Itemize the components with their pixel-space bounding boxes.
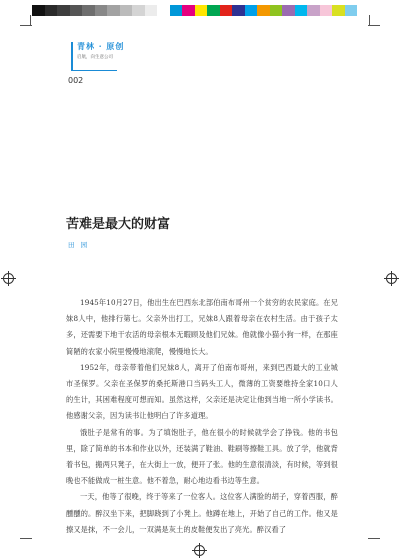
article-body xyxy=(66,295,338,538)
color-swatch xyxy=(70,5,83,16)
color-swatch xyxy=(207,5,220,16)
registration-mark-left xyxy=(3,273,14,284)
color-swatch xyxy=(32,5,45,16)
brand-title: 青林 · 原创 xyxy=(77,41,125,51)
color-swatch xyxy=(57,5,70,16)
paragraph-4: 一天，他等了很晚，终于等来了一位客人。这位客人满脸的胡子，穿着西服，醉醺醺的。醉汉坐下来，把脚跷到了小凳上。他蹲在地上，开始了自己的工作。他又是擦又是抹，不一会儿，一双满是灰土的皮鞋便发出了亮光。醉汉看了 xyxy=(66,492,338,534)
brand-underline xyxy=(71,70,117,71)
color-swatch xyxy=(195,5,208,16)
color-swatch xyxy=(332,5,345,16)
color-swatch xyxy=(295,5,308,16)
brand-subtitle: 启航，向生意公司 xyxy=(77,55,113,60)
registration-mark-bottom xyxy=(194,545,205,556)
article-title: 苦难是最大的财富 xyxy=(66,217,171,232)
crop-mark-bottom-right xyxy=(368,538,380,539)
brand-accent-bar xyxy=(71,42,73,70)
color-swatch xyxy=(170,5,183,16)
color-swatch xyxy=(157,5,170,16)
color-swatch xyxy=(95,5,108,16)
color-swatch xyxy=(270,5,283,16)
color-swatch xyxy=(145,5,158,16)
color-swatch xyxy=(82,5,95,16)
page-number: 002 xyxy=(68,76,84,85)
crop-mark-top-left xyxy=(20,25,32,26)
color-swatch xyxy=(107,5,120,16)
color-swatch xyxy=(220,5,233,16)
color-swatch xyxy=(132,5,145,16)
color-swatch xyxy=(345,5,358,16)
color-swatch xyxy=(45,5,58,16)
crop-mark-bottom-left xyxy=(20,538,32,539)
color-swatch xyxy=(245,5,258,16)
crop-mark-top-left-v xyxy=(30,15,31,25)
color-calibration-strip xyxy=(32,5,357,16)
article-author: 田 园 xyxy=(68,241,90,249)
registration-mark-right xyxy=(386,273,397,284)
color-swatch xyxy=(257,5,270,16)
color-swatch xyxy=(320,5,333,16)
color-swatch xyxy=(182,5,195,16)
paragraph-2: 1952年，母亲带着他们兄妹8人，离开了伯南布哥州，来到巴西最大的工业城市圣保罗。父亲在圣保罗的桑托斯港口当码头工人，微薄的工资要维持全家10口人的生计，其困难程度可想而知。虽然这样，父亲还是决定让他到当地一所小学读书。他感谢父亲，因为读书让他明白了许多道理。 xyxy=(66,362,338,421)
crop-mark-top-right xyxy=(368,25,380,26)
color-swatch xyxy=(282,5,295,16)
paragraph-1: 1945年10月27日，他出生在巴西东北部伯南布哥州一个贫穷的农民家庭。在兄妹8人中，他排行第七。父亲外出打工，兄妹8人跟着母亲在农村生活。由于孩子太多，还需要下地干农活的母亲根本无暇顾及他们兄妹。他就像小猫小狗一样，在那座简陋的农家小院里慢慢地滚爬，慢慢地长大。 xyxy=(66,298,338,356)
crop-mark-top-right-v xyxy=(369,15,370,25)
color-swatch xyxy=(232,5,245,16)
color-swatch xyxy=(120,5,133,16)
color-swatch xyxy=(307,5,320,16)
paragraph-3: 饿肚子是常有的事。为了填饱肚子，他在很小的时候就学会了挣钱。他的书包里，除了简单的书本和作业以外，还装满了鞋油、鞋刷等擦鞋工具。放了学，他就背着书包，搬两只凳子，在大街上一放，便开了张。他的生意很清淡，有时候，等到很晚也不能做成一桩生意。他不着急，耐心地边看书边等生意。 xyxy=(66,427,338,486)
